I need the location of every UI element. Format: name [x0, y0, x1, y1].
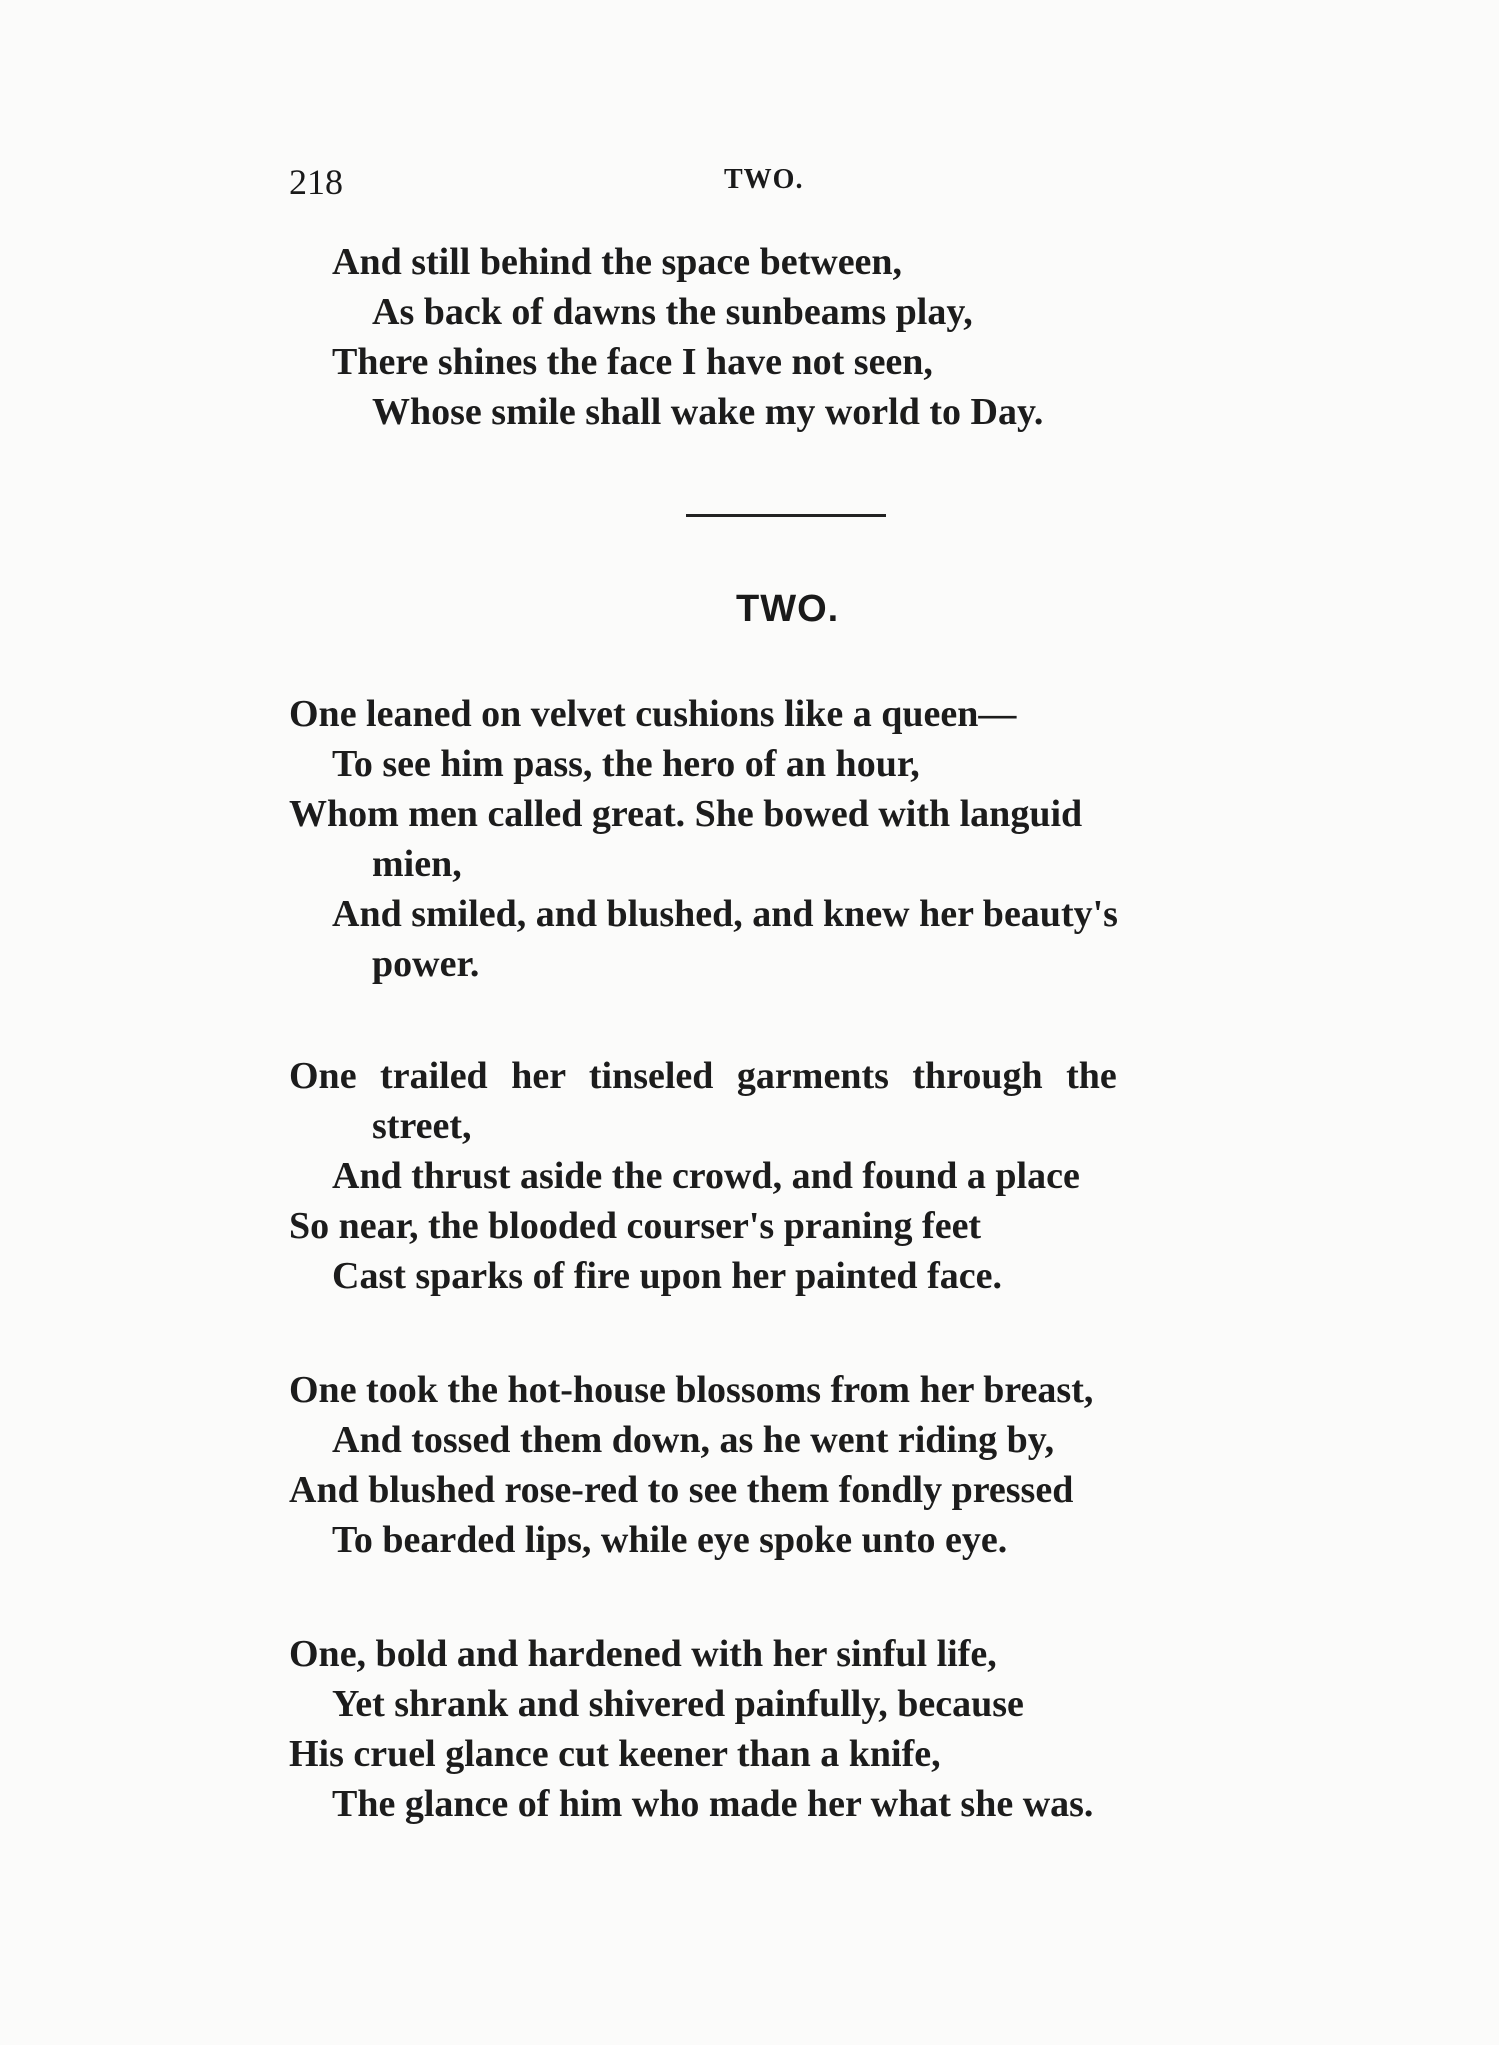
- poem-line: And blushed rose-red to see them fondly pressed: [289, 1469, 1074, 1511]
- poem-line: Yet shrank and shivered painfully, because: [332, 1683, 1024, 1725]
- poem-line: One leaned on velvet cushions like a queen—: [289, 693, 1017, 735]
- poem-line: One trailed her tinseled garments through the: [289, 1055, 1117, 1097]
- poem-line: And smiled, and blushed, and knew her beauty's: [332, 893, 1118, 935]
- poem-line: And still behind the space between,: [332, 241, 903, 283]
- poem-line: So near, the blooded courser's praning feet: [289, 1205, 982, 1247]
- poem-line: And thrust aside the crowd, and found a place: [332, 1155, 1080, 1197]
- poem-line: As back of dawns the sunbeams play,: [372, 291, 973, 333]
- poem-line: Whose smile shall wake my world to Day.: [372, 391, 1044, 433]
- poem-line: One took the hot-house blossoms from her breast,: [289, 1369, 1094, 1411]
- poem-title: TWO.: [736, 588, 840, 630]
- poem-line: To see him pass, the hero of an hour,: [332, 743, 920, 785]
- poem-line: And tossed them down, as he went riding by,: [332, 1419, 1055, 1461]
- poem-line: power.: [372, 943, 480, 985]
- page-header: [289, 160, 1269, 210]
- poem-line: One, bold and hardened with her sinful life,: [289, 1633, 997, 1675]
- poem-line: There shines the face I have not seen,: [332, 341, 933, 383]
- poem-line: mien,: [372, 843, 462, 885]
- poem-line: His cruel glance cut keener than a knife,: [289, 1733, 941, 1775]
- poem-line: Whom men called great. She bowed with languid: [289, 793, 1083, 835]
- page-number: 218: [289, 162, 343, 202]
- section-divider: [686, 514, 886, 517]
- poem-line: Cast sparks of fire upon her painted face.: [332, 1255, 1002, 1297]
- poem-line: The glance of him who made her what she was.: [332, 1783, 1094, 1825]
- running-head: TWO.: [724, 164, 804, 195]
- poem-line: To bearded lips, while eye spoke unto eye.: [332, 1519, 1008, 1561]
- poem-line: street,: [372, 1105, 472, 1147]
